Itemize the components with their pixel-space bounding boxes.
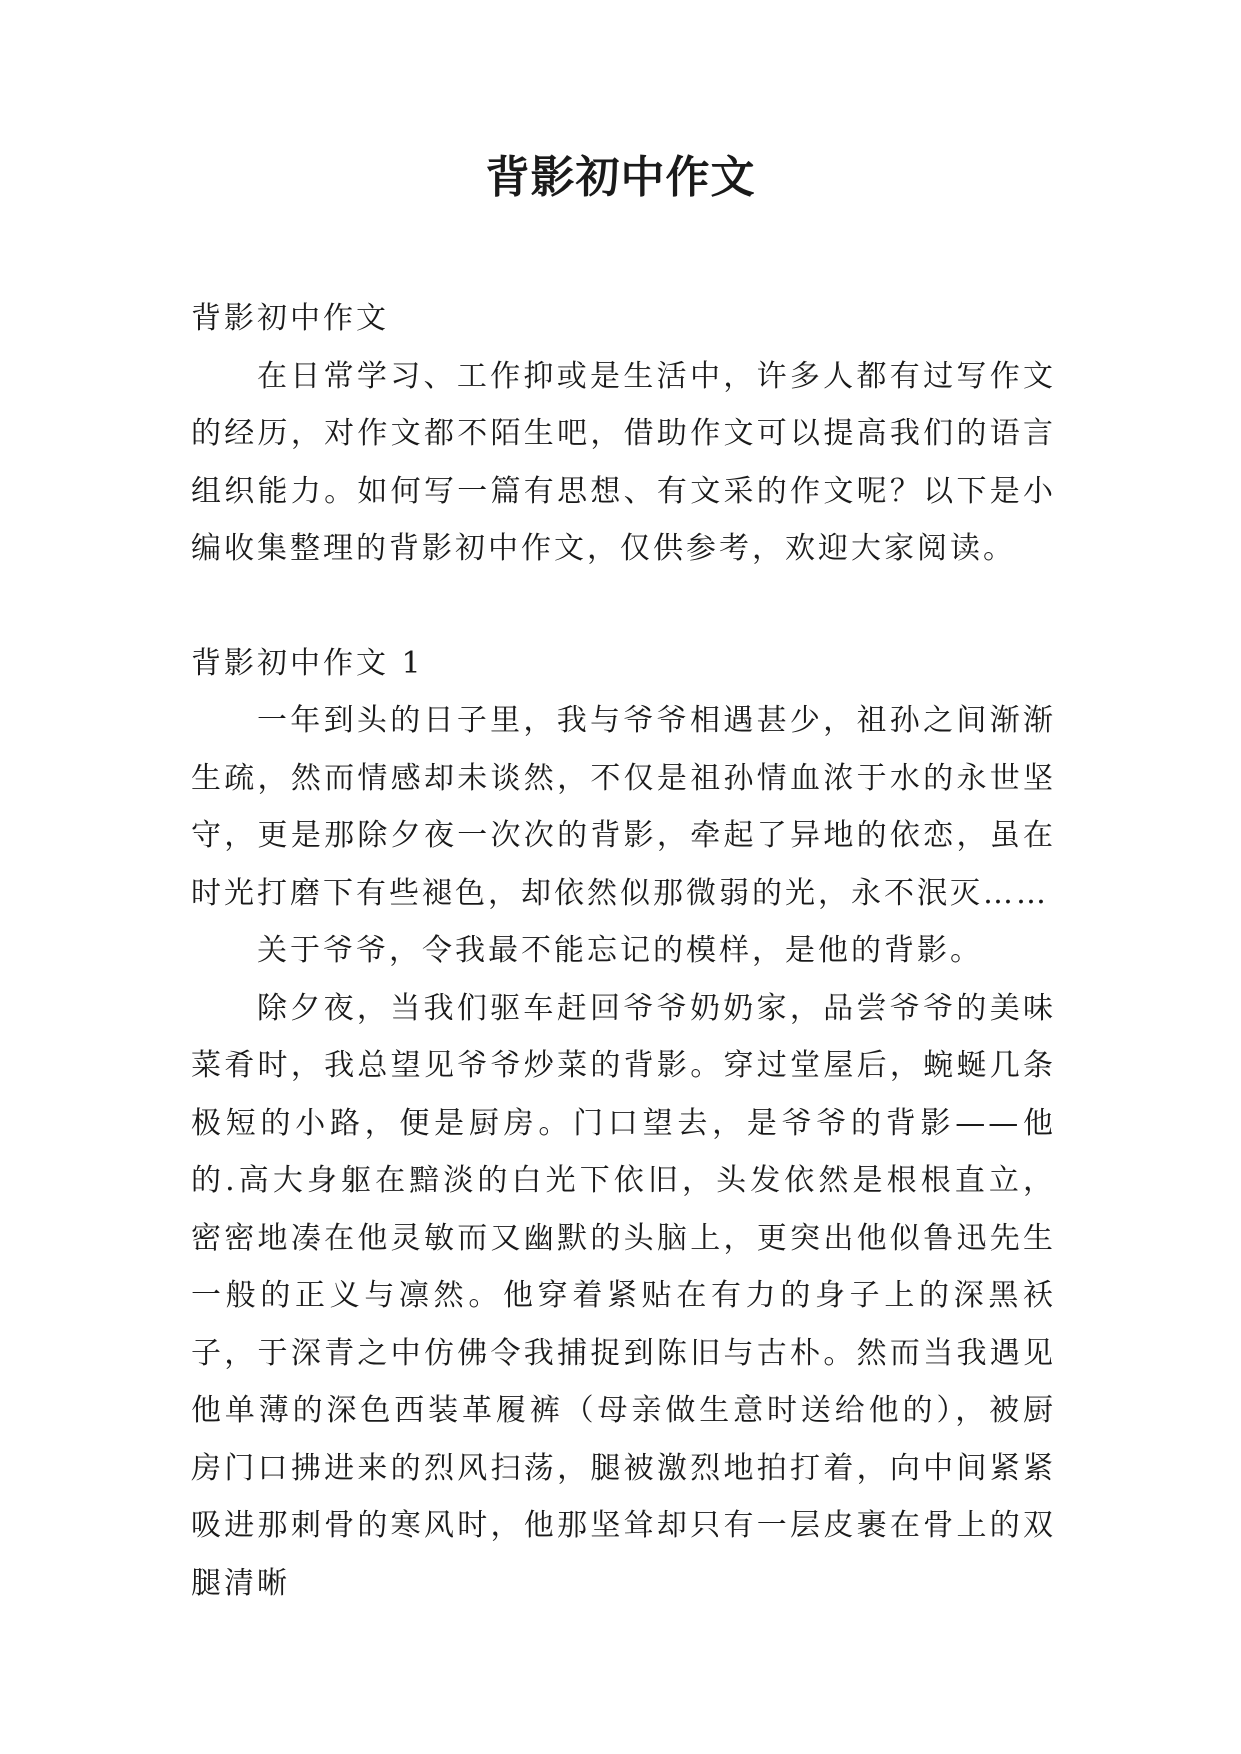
body-paragraph-1: 一年到头的日子里，我与爷爷相遇甚少，祖孙之间渐渐生疏，然而情感却未谈然，不仅是祖孙情血浓于水的永世坚守，更是那除夕夜一次次的背影，牵起了异地的依恋，虽在时光打磨下有些褪色，却依然似那微弱的光，永不泯灭…… <box>191 703 1056 911</box>
body-paragraph-3: 除夕夜，当我们驱车赶回爷爷奶奶家，品尝爷爷的美味菜肴时，我总望见爷爷炒菜的背影。穿过堂屋后，蜿蜒几条极短的小路，便是厨房。门口望去，是爷爷的背影——他的.高大身躯在黯淡的白光下依旧，头发依然是根根直立，密密地凑在他灵敏而又幽默的头脑上，更突出他似鲁迅先生一般的正义与凛然。他穿着紧贴在有力的身子上的深黑袄子，于深青之中仿佛令我捕捉到陈旧与古朴。然而当我遇见他单薄的深色西装革履裤（母亲做生意时送给他的），被厨房门口拂进来的烈风扫荡，腿被激烈地拍打着，向中间紧紧吸进那刺骨的寒风时，他那坚耸却只有一层皮裹在骨上的双腿清晰 <box>191 990 1056 1601</box>
document-body <box>191 290 1056 1612</box>
document-title: 背影初中作文 <box>485 152 756 203</box>
section-heading: 背影初中作文 1 <box>191 645 424 681</box>
intro-paragraph: 在日常学习、工作抑或是生活中，许多人都有过写作文的经历，对作文都不陌生吧，借助作文可以提高我们的语言组织能力。如何写一篇有思想、有文采的作文呢？以下是小编收集整理的背影初中作文，仅供参考，欢迎大家阅读。 <box>191 358 1056 566</box>
document-subtitle: 背影初中作文 <box>191 301 389 336</box>
body-paragraph-2: 关于爷爷，令我最不能忘记的模样，是他的背影。 <box>257 933 983 968</box>
